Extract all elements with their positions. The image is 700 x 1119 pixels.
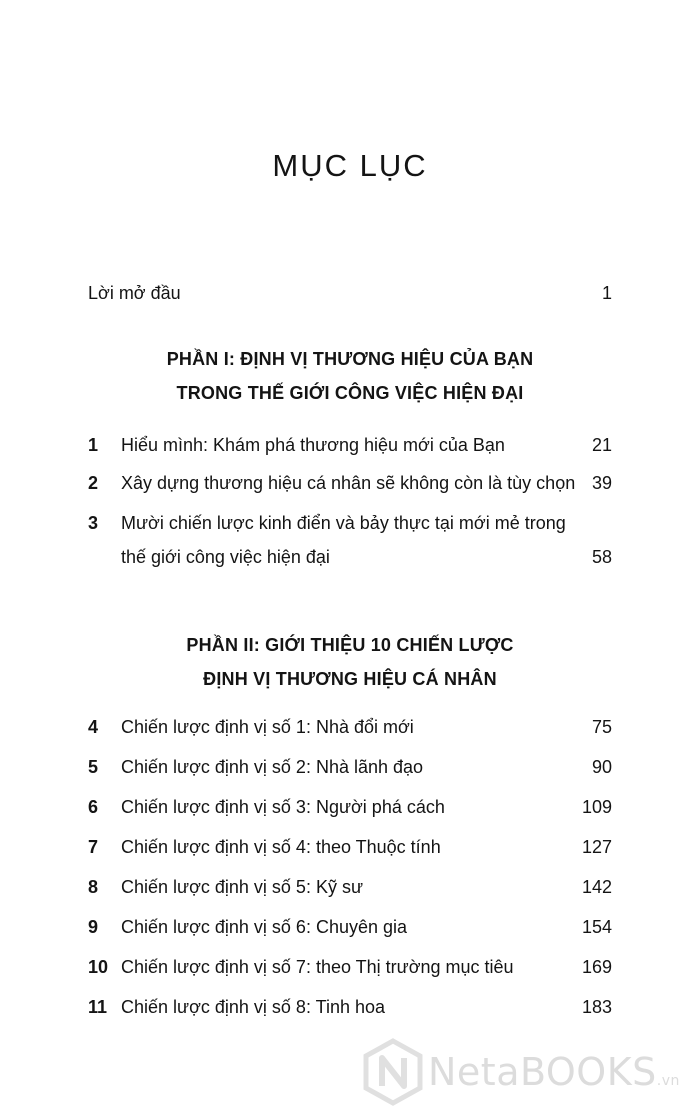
chapter-title	[121, 506, 564, 574]
part-1-heading	[0, 342, 700, 410]
chapter-title: Hiểu mình: Khám phá thương hiệu mới của Bạn	[121, 435, 505, 455]
toc-entry-chapter-6[interactable]	[88, 790, 612, 830]
chapter-page: 154	[581, 917, 612, 937]
toc-entry-chapter-3[interactable]	[88, 506, 612, 582]
chapter-title: Xây dựng thương hiệu cá nhân sẽ không còn là tùy chọn	[121, 473, 576, 493]
chapter-page: 58	[591, 547, 612, 567]
chapter-page: 90	[591, 757, 612, 777]
part-heading-line: ĐỊNH VỊ THƯƠNG HIỆU CÁ NHÂN	[203, 669, 497, 689]
toc-entry-chapter-5[interactable]	[88, 750, 612, 790]
part-heading-line: PHẦN II: GIỚI THIỆU 10 CHIẾN LƯỢC	[186, 635, 514, 655]
chapter-number: 4	[88, 717, 99, 737]
chapter-title: Chiến lược định vị số 3: Người phá cách	[121, 797, 445, 817]
chapter-title: Chiến lược định vị số 4: theo Thuộc tính	[121, 837, 441, 857]
toc-entry-chapter-10[interactable]	[88, 950, 612, 990]
chapter-page: 183	[581, 997, 612, 1017]
page-title: MỤC LỤC	[272, 148, 428, 183]
neta-n-hexagon-logo-icon	[362, 1038, 424, 1106]
toc-entry-intro[interactable]	[88, 276, 612, 316]
chapter-number: 8	[88, 877, 99, 897]
chapter-page: 142	[581, 877, 612, 897]
chapter-number: 10	[88, 957, 109, 977]
chapter-number: 11	[88, 997, 108, 1017]
watermark-brand: NetaBOOKS.vn	[428, 1050, 680, 1094]
chapter-page: 109	[581, 797, 612, 817]
chapter-page: 169	[581, 957, 612, 977]
chapter-page: 21	[591, 435, 612, 455]
chapter-title: Chiến lược định vị số 1: Nhà đổi mới	[121, 717, 414, 737]
toc-entry-page: 1	[601, 283, 612, 303]
chapter-title: Chiến lược định vị số 8: Tinh hoa	[121, 997, 385, 1017]
chapter-title-line: Mười chiến lược kinh điển và bảy thực tại mới mẻ trong	[121, 513, 566, 533]
chapter-number: 5	[88, 757, 99, 777]
chapter-title: Chiến lược định vị số 5: Kỹ sư	[121, 877, 363, 897]
chapter-number: 3	[88, 513, 99, 533]
chapter-number: 2	[88, 473, 99, 493]
part-heading-line: PHẦN I: ĐỊNH VỊ THƯƠNG HIỆU CỦA BẠN	[166, 349, 534, 369]
chapter-title: Chiến lược định vị số 6: Chuyên gia	[121, 917, 408, 937]
chapter-page: 75	[591, 717, 612, 737]
chapter-title: Chiến lược định vị số 2: Nhà lãnh đạo	[121, 757, 424, 777]
toc-entry-chapter-11[interactable]	[88, 990, 612, 1030]
chapter-number: 9	[88, 917, 99, 937]
chapter-page: 39	[591, 473, 612, 493]
part-heading-line: TRONG THẾ GIỚI CÔNG VIỆC HIỆN ĐẠI	[176, 383, 524, 403]
toc-entry-chapter-2[interactable]	[88, 466, 612, 506]
chapter-title: Chiến lược định vị số 7: theo Thị trường mục tiêu	[121, 957, 514, 977]
toc-entry-title: Lời mở đầu	[88, 283, 181, 303]
chapter-title-line: thế giới công việc hiện đại	[121, 547, 330, 567]
chapter-number: 1	[88, 435, 99, 455]
chapter-number: 6	[88, 797, 99, 817]
chapter-page: 127	[581, 837, 612, 857]
toc-entry-chapter-4[interactable]	[88, 710, 612, 750]
chapter-number: 7	[88, 837, 99, 857]
toc-entry-chapter-8[interactable]	[88, 870, 612, 910]
toc-entry-chapter-9[interactable]	[88, 910, 612, 950]
watermark-suffix: .vn	[656, 1073, 680, 1089]
toc-entry-chapter-1[interactable]	[88, 428, 612, 468]
netabooks-watermark	[362, 1038, 700, 1108]
toc-entry-chapter-7[interactable]	[88, 830, 612, 870]
part-2-heading	[0, 628, 700, 696]
